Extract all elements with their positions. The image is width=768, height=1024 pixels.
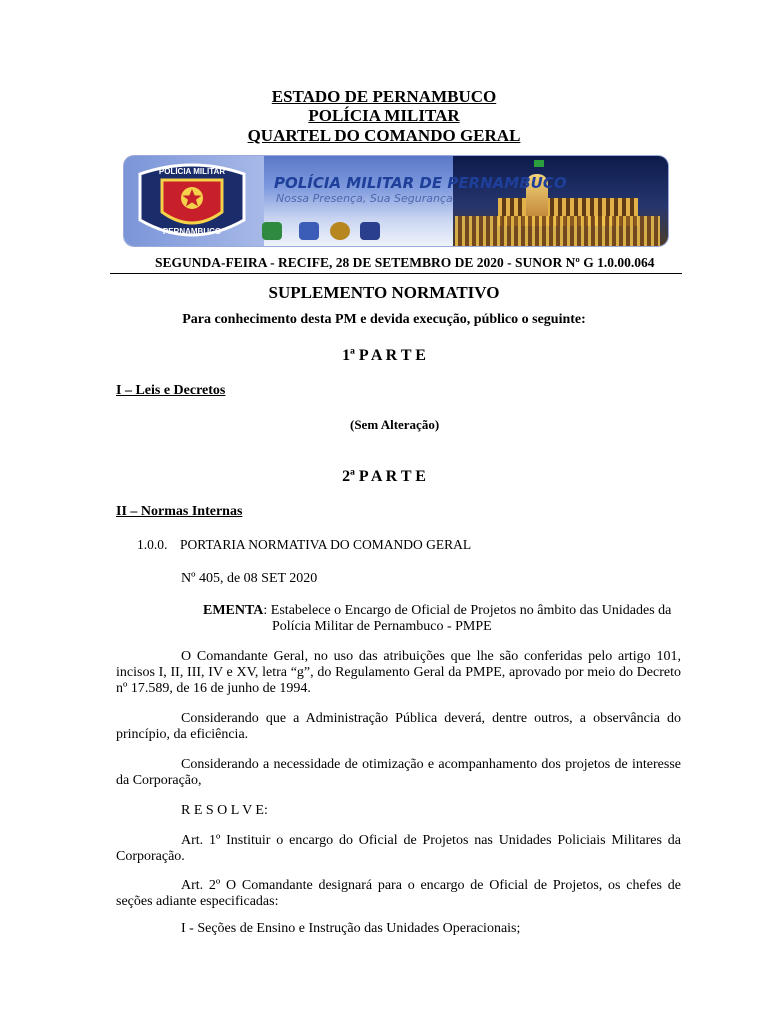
unit-badge-icon <box>360 222 380 240</box>
section-laws-decrees: I – Leis e Decretos <box>116 383 226 398</box>
no-change-note: (Sem Alteração) <box>350 417 440 432</box>
header-state: ESTADO DE PERNAMBUCO <box>271 87 497 106</box>
unit-badge-icon <box>330 222 350 240</box>
section-internal-norms: II – Normas Internas <box>116 504 243 519</box>
article-2: Art. 2º O Comandante designará para o encargo de Oficial de Projetos, os chefes de seções adiante especificadas: <box>116 878 681 909</box>
document-title: SUPLEMENTO NORMATIVO <box>268 283 500 302</box>
header-police: POLÍCIA MILITAR <box>308 106 460 125</box>
ementa-text: : Estabelece o Encargo de Oficial de Projetos no âmbito das Unidades da <box>263 603 672 618</box>
header-command: QUARTEL DO COMANDO GERAL <box>247 126 521 145</box>
banner-slogan: Nossa Presença, Sua Segurança <box>276 192 453 205</box>
unit-badge-icon <box>299 222 319 240</box>
pmpe-banner <box>124 156 668 246</box>
ementa-label: EMENTA <box>203 603 264 618</box>
considering-projects: Considerando a necessidade de otimização e acompanhamento dos projetos de interesse da Corporação, <box>116 757 681 788</box>
portaria-number: Nº 405, de 08 SET 2020 <box>181 571 318 586</box>
unit-badge-icon <box>262 222 282 240</box>
item-title: PORTARIA NORMATIVA DO COMANDO GERAL <box>180 537 472 552</box>
item-i-teaching-sections: I - Seções de Ensino e Instrução das Unidades Operacionais; <box>181 921 521 936</box>
ementa-text-continued: Polícia Militar de Pernambuco - PMPE <box>272 619 492 634</box>
preamble-paragraph: O Comandante Geral, no uso das atribuições que lhe são conferidas pelo artigo 101, incisos I, II, III, IV e XV, letra “g”, do Regulamento Geral da PMPE, aprovado por meio do Decreto nº 17.589, de 16 de junho de 1994. <box>116 649 681 696</box>
dateline: SEGUNDA-FEIRA - RECIFE, 28 DE SETEMBRO DE 2020 - SUNOR Nº G 1.0.00.064 <box>155 255 655 270</box>
resolve-heading: R E S O L V E: <box>181 803 268 818</box>
seal-bottom-text: PERNAMBUCO <box>162 227 222 236</box>
banner-title: POLÍCIA MILITAR DE PERNAMBUCO <box>274 174 567 192</box>
flag-icon <box>534 160 544 167</box>
divider <box>110 273 682 274</box>
article-1: Art. 1º Instituir o encargo do Oficial de Projetos nas Unidades Policiais Militares da Corporação. <box>116 833 681 864</box>
item-number: 1.0.0. <box>137 537 168 552</box>
seal-top-text: POLÍCIA MILITAR <box>158 167 226 176</box>
part-1-heading: 1ª P A R T E <box>342 347 426 364</box>
pmpe-seal-icon <box>132 160 252 244</box>
part-2-heading: 2ª P A R T E <box>342 468 426 485</box>
intro-line: Para conhecimento desta PM e devida execução, público o seguinte: <box>182 312 586 327</box>
considering-efficiency: Considerando que a Administração Pública deverá, dentre outros, a observância do princípio, da eficiência. <box>116 711 681 742</box>
